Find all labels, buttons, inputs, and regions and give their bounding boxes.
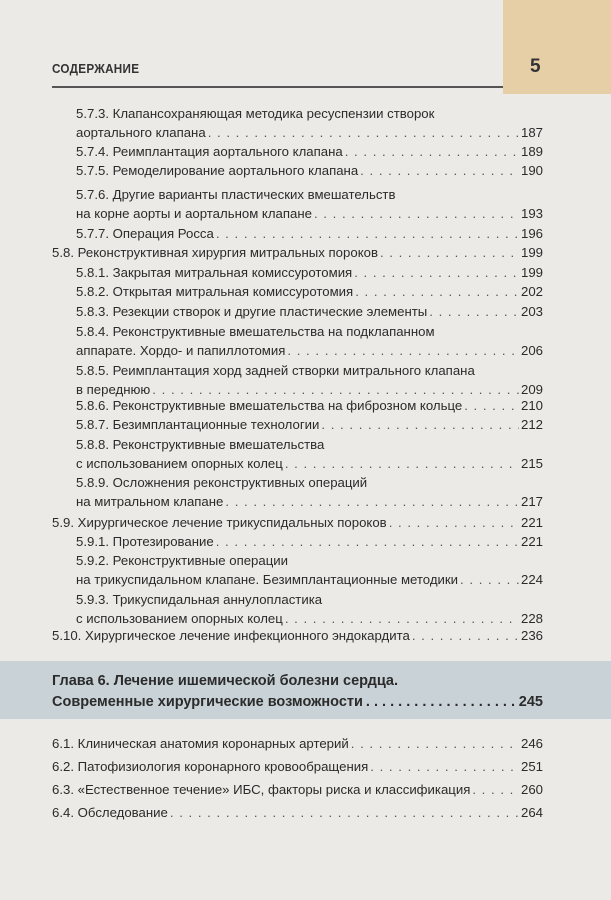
toc-entry[interactable]: [76, 161, 543, 180]
toc-entry[interactable]: [76, 532, 543, 551]
toc-entry-title: 5.8.7. Безимплантационные технологии: [76, 417, 320, 432]
toc-entry-page: 193: [520, 206, 543, 221]
toc-entry[interactable]: [52, 780, 543, 799]
leader-dots: [355, 282, 519, 301]
toc-entry[interactable]: [76, 263, 543, 282]
toc-entry[interactable]: [52, 803, 543, 822]
section-title: СОДЕРЖАНИЕ: [52, 61, 140, 76]
toc-entry-title: аортального клапана: [76, 125, 206, 140]
toc-entry-page: 217: [520, 494, 543, 509]
toc-entry-title: с использованием опорных колец: [76, 456, 283, 471]
toc-entry-title: 5.8.8. Реконструктивные вмешательства: [76, 437, 325, 452]
leader-dots: [314, 204, 519, 223]
toc-entry-page: 228: [520, 611, 543, 626]
toc-entry-title: 5.7.5. Ремоделирование аортального клапана: [76, 163, 359, 178]
toc-entry[interactable]: [76, 415, 543, 434]
toc-entry-page: 199: [520, 265, 543, 280]
page-number: 5: [530, 56, 541, 77]
toc-entry-title: 5.8.1. Закрытая митральная комиссуротомия: [76, 265, 353, 280]
chapter-heading[interactable]: [52, 671, 543, 713]
leader-dots: [321, 415, 519, 434]
toc-entry-page: 221: [520, 534, 543, 549]
toc-entry-page: 246: [520, 736, 543, 751]
toc-entry-title: 5.8.4. Реконструктивные вмешательства на подклапанном: [76, 324, 435, 339]
leader-dots: [464, 396, 519, 415]
toc-entry[interactable]: [76, 302, 543, 321]
toc-entry-page: 199: [520, 245, 543, 260]
toc-entry[interactable]: [52, 757, 543, 776]
toc-entry[interactable]: [52, 734, 543, 753]
leader-dots: [354, 263, 519, 282]
leader-dots: [472, 780, 519, 799]
leader-dots: [412, 626, 519, 645]
toc-entry-title: 5.9.3. Трикуспидальная аннулопластика: [76, 592, 323, 607]
toc-entry-title: 6.4. Обследование: [52, 805, 168, 820]
toc-entry[interactable]: [76, 142, 543, 161]
toc-entry-page: 196: [520, 226, 543, 241]
leader-dots: [351, 734, 519, 753]
leader-dots: [345, 142, 519, 161]
leader-dots: [460, 570, 519, 589]
toc-entry-title: 5.7.6. Другие варианты пластических вмешательств: [76, 187, 396, 202]
toc-entry[interactable]: [76, 185, 543, 223]
toc-entry-title: 5.7.3. Клапансохраняющая методика ресуспензии створок: [76, 106, 435, 121]
toc-entry-title: 5.8.3. Резекции створок и другие пластические элементы: [76, 304, 428, 319]
toc-entry-page: 203: [520, 304, 543, 319]
leader-dots: [208, 123, 519, 142]
toc-entry-page: 215: [520, 456, 543, 471]
leader-dots: [370, 757, 519, 776]
leader-dots: [216, 532, 519, 551]
toc-entry-page: 251: [520, 759, 543, 774]
toc-entry[interactable]: [76, 473, 543, 511]
toc-entry-title: на трикуспидальном клапане. Безимплантационные методики: [76, 572, 459, 587]
leader-dots: [225, 492, 519, 511]
leader-dots: [170, 803, 519, 822]
toc-entry-title: 5.8. Реконструктивная хирургия митральных пороков: [52, 245, 378, 260]
toc-entry-title: 6.1. Клиническая анатомия коронарных артерий: [52, 736, 349, 751]
chapter-line: Глава 6. Лечение ишемической болезни сердца.: [52, 673, 399, 689]
toc-entry[interactable]: [76, 224, 543, 243]
toc-entry-title: на митральном клапане: [76, 494, 224, 509]
toc-entry[interactable]: [76, 435, 543, 473]
toc-entry-title: на корне аорты и аортальном клапане: [76, 206, 312, 221]
leader-dots: [285, 454, 519, 473]
chapter-line: Современные хирургические возможности: [52, 694, 363, 710]
toc-entry-title: аппарате. Хордо- и папиллотомия: [76, 343, 286, 358]
toc-entry-title: в переднюю: [76, 382, 151, 397]
toc-entry-page: 212: [520, 417, 543, 432]
toc-entry-title: 5.7.4. Реимплантация аортального клапана: [76, 144, 343, 159]
toc-entry-page: 206: [520, 343, 543, 358]
toc-entry-title: с использованием опорных колец: [76, 611, 283, 626]
toc-entry-title: 5.9. Хирургическое лечение трикуспидальных пороков: [52, 515, 387, 530]
toc-entry[interactable]: [52, 243, 543, 262]
toc-entry-title: 5.7.7. Операция Росса: [76, 226, 214, 241]
toc-entry-title: 5.9.1. Протезирование: [76, 534, 214, 549]
toc-entry-page: 260: [520, 782, 543, 797]
leader-dots: [380, 243, 519, 262]
toc-entry-page: 236: [520, 628, 543, 643]
toc-entry-page: 190: [520, 163, 543, 178]
leader-dots: [216, 224, 519, 243]
toc-entry[interactable]: [76, 361, 543, 399]
toc-entry-title: 5.9.2. Реконструктивные операции: [76, 553, 289, 568]
toc-entry-page: 221: [520, 515, 543, 530]
toc-entry-title: 5.10. Хирургическое лечение инфекционного эндокардита: [52, 628, 410, 643]
toc-entry-title: 5.8.2. Открытая митральная комиссуротомия: [76, 284, 354, 299]
toc-entry-title: 5.8.5. Реимплантация хорд задней створки митрального клапана: [76, 363, 475, 378]
chapter-page: 245: [518, 694, 543, 710]
leader-dots: [287, 341, 519, 360]
toc-entry[interactable]: [76, 322, 543, 360]
toc-entry-page: 224: [520, 572, 543, 587]
toc-entry-page: 210: [520, 398, 543, 413]
header-divider: [52, 86, 503, 88]
toc-entry-page: 202: [520, 284, 543, 299]
leader-dots: [389, 513, 519, 532]
toc-entry[interactable]: [76, 396, 543, 415]
page-header: [0, 0, 611, 100]
toc-entry-title: 5.8.6. Реконструктивные вмешательства на фиброзном кольце: [76, 398, 463, 413]
toc-entry-title: 5.8.9. Осложнения реконструктивных операций: [76, 475, 368, 490]
toc-entry[interactable]: [76, 551, 543, 589]
toc-entry[interactable]: [52, 626, 543, 645]
toc-entry[interactable]: [76, 104, 543, 142]
toc-entry[interactable]: [52, 513, 543, 532]
leader-dots: [360, 161, 519, 180]
leader-dots: [366, 692, 516, 713]
toc-entry-page: 264: [520, 805, 543, 820]
toc-entry-title: 6.3. «Естественное течение» ИБС, факторы риска и классификация: [52, 782, 471, 797]
toc-entry-page: 209: [520, 382, 543, 397]
page-number-tab: [503, 0, 611, 94]
toc-entry-page: 187: [520, 125, 543, 140]
toc-entry-title: 6.2. Патофизиология коронарного кровообращения: [52, 759, 369, 774]
toc-entry[interactable]: [76, 282, 543, 301]
toc-entry-page: 189: [520, 144, 543, 159]
toc-entry[interactable]: [76, 590, 543, 628]
leader-dots: [429, 302, 519, 321]
